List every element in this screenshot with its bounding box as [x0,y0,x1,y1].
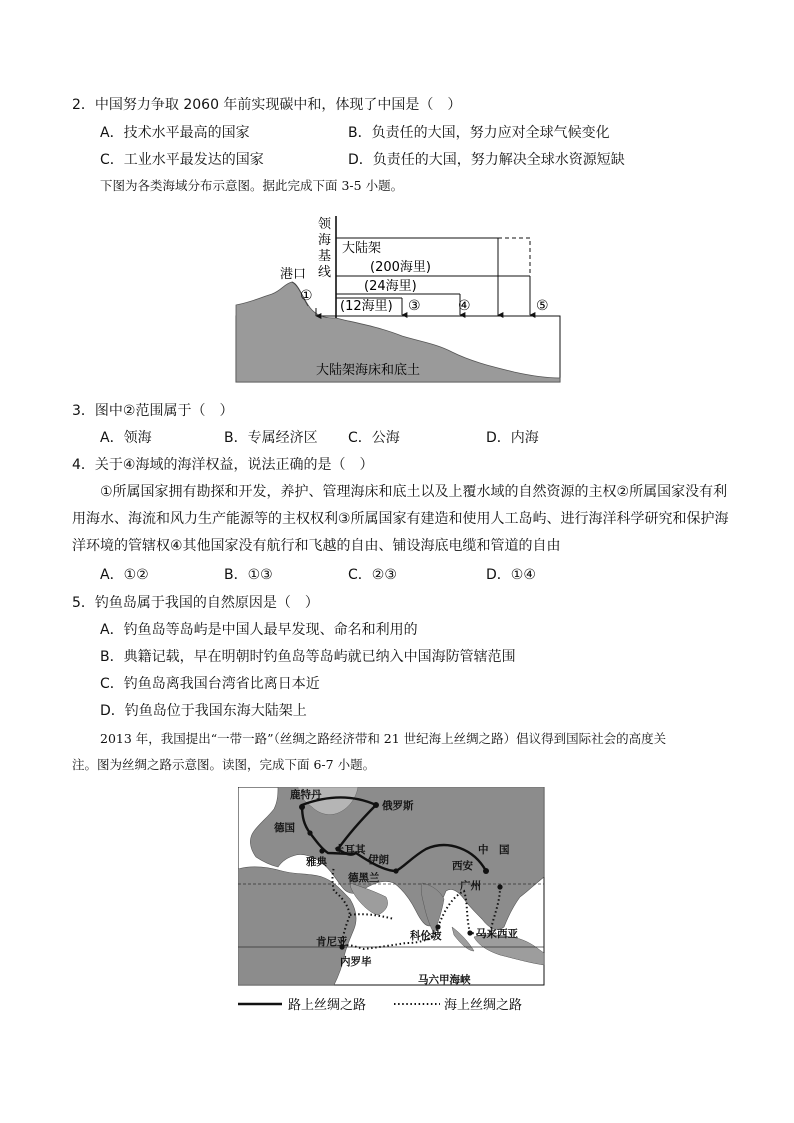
dashed-bracket [498,238,530,276]
q5-option-b[interactable]: B．典籍记载，早在明朝时钓鱼岛等岛屿就已纳入中国海防管辖范围 [100,649,516,665]
zone-4-label: ④ [458,298,471,314]
zone-5-label: ⑤ [536,298,549,314]
sea-zone-diagram [232,212,564,386]
q5-option-d[interactable]: D．钓鱼岛位于我国东海大陆架上 [100,703,307,719]
label-guangzhou: 广州 [460,880,481,892]
city-dot-athens [319,848,324,853]
baseline-label-4: 线 [318,265,332,280]
city-dot-germany [307,830,312,835]
q4-option-a[interactable]: A．①② [100,567,149,583]
label-turkey: 土耳其 [334,844,366,856]
q3-option-a[interactable]: A．领海 [100,430,152,446]
q5-option-a[interactable]: A．钓鱼岛等岛屿是中国人最早发现、命名和利用的 [100,622,418,638]
q4-option-b[interactable]: B．①③ [224,567,273,583]
label-iran: 伊朗 [368,854,389,866]
q4-stem: 4．关于④海域的海洋权益，说法正确的是（ ） [72,457,374,473]
q2-stem: 2．中国努力争取 2060 年前实现碳中和，体现了中国是（ ） [72,97,462,113]
legend-sea-label: 海上丝绸之路 [444,998,523,1013]
label-germany: 德国 [274,822,295,834]
city-dot-rotterdam [299,804,305,810]
q4-option-d[interactable]: D．①④ [486,567,536,583]
label-xian: 西安 [452,860,473,872]
q4-option-c[interactable]: C．②③ [348,567,397,583]
q2-option-a[interactable]: A．技术水平最高的国家 [100,125,250,141]
nm12-label: (12海里) [340,299,393,314]
city-dot-malaysia [467,930,472,935]
q2-option-d[interactable]: D．负责任的大国，努力解决全球水资源短缺 [348,152,625,168]
label-malacca: 马六甲海峡 [418,974,471,986]
intro-6-7-line1: 2013 年，我国提出“一带一路”（丝绸之路经济带和 21 世纪海上丝绸之路）倡议得到国际社会的高度关 [100,731,667,746]
q5-stem: 5．钓鱼岛属于我国的自然原因是（ ） [72,595,319,611]
port-label: 港口 [280,267,307,282]
label-athens: 雅典 [306,856,327,868]
silk-road-map [238,787,546,987]
label-kenya: 肯尼亚 [316,936,348,948]
q5-option-c[interactable]: C．钓鱼岛离我国台湾省比离日本近 [100,676,320,692]
intro-6-7-line2: 注。图为丝绸之路示意图。读图，完成下面 6-7 小题。 [72,757,376,772]
city-dot-guangzhou [497,884,502,889]
label-rotterdam: 鹿特丹 [290,789,322,801]
legend-land-label: 路上丝绸之路 [288,998,367,1013]
baseline-label-2: 海 [318,233,332,248]
zone-1-label: ① [300,288,313,304]
q3-option-c[interactable]: C．公海 [348,430,400,446]
map-legend [236,994,546,1016]
q3-stem: 3．图中②范围属于（ ） [72,403,234,419]
label-russia: 俄罗斯 [382,800,414,812]
q3-option-b[interactable]: B．专属经济区 [224,430,318,446]
label-nairobi: 内罗毕 [340,956,372,968]
city-dot-xian [483,868,489,874]
nm24-label: (24海里) [364,279,417,294]
q3-option-d[interactable]: D．内海 [486,430,539,446]
continental-shelf-label: 大陆架 [342,241,382,256]
intro-3-5: 下图为各类海域分布示意图。据此完成下面 3-5 小题。 [100,178,404,193]
zone-3-label: ③ [408,298,421,314]
q2-option-b[interactable]: B．负责任的大国，努力应对全球气候变化 [348,125,610,141]
label-malaysia: 马来西亚 [476,928,518,940]
label-colombo: 科伦坡 [410,930,442,942]
seabed-label: 大陆架海床和底土 [316,363,421,378]
city-dot-colombo [435,924,440,929]
label-tehran: 德黑兰 [348,872,380,884]
city-dot-iran [393,868,398,873]
nm200-label: (200海里) [370,260,431,275]
city-dot-russia [373,802,379,808]
q4-body: ①所属国家拥有勘探和开发，养护、管理海床和底土以及上覆水域的自然资源的主权②所属国家没有利用海水、海流和风力生产能源等的主权权利③所属国家有建造和使用人工岛屿、进行海洋科学研究和保护海洋环境的管辖权④其他国家没有航行和飞越的自由、铺设海底电缆和管道的自由 [72,484,729,554]
baseline-label-3: 基 [318,249,332,264]
label-china: 中 国 [478,844,510,856]
baseline-label-1: 领 [318,217,332,232]
q2-option-c[interactable]: C．工业水平最发达的国家 [100,152,264,168]
